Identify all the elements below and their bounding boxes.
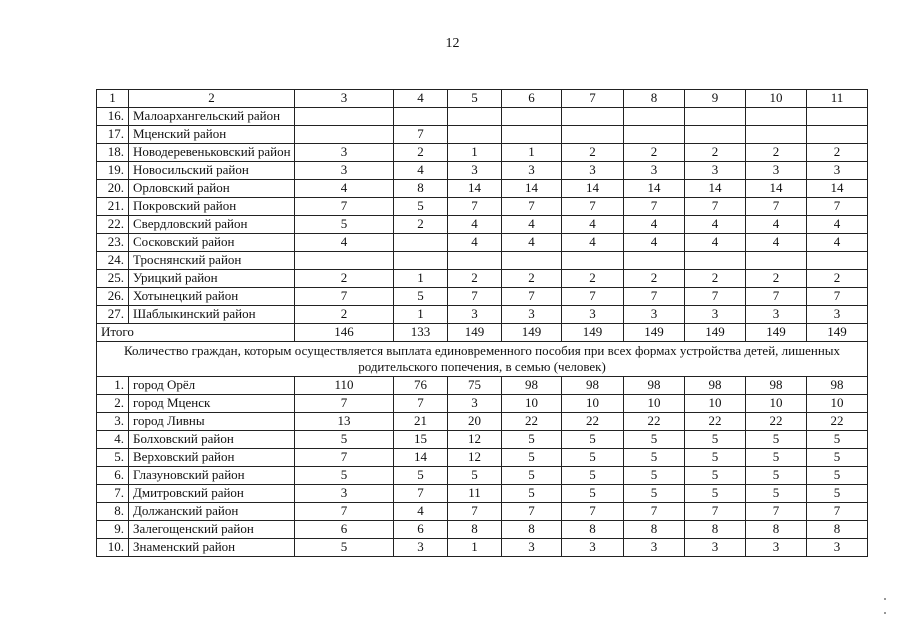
value-cell: 3 <box>746 306 807 324</box>
value-cell: 14 <box>685 180 746 198</box>
value-cell: 5 <box>807 449 868 467</box>
value-cell: 7 <box>448 503 502 521</box>
district-name: Шаблыкинский район <box>129 306 295 324</box>
value-cell: 14 <box>562 180 624 198</box>
value-cell: 6 <box>394 521 448 539</box>
value-cell: 8 <box>807 521 868 539</box>
value-cell <box>807 252 868 270</box>
value-cell: 2 <box>562 144 624 162</box>
value-cell <box>685 108 746 126</box>
value-cell: 7 <box>746 503 807 521</box>
value-cell: 5 <box>624 467 685 485</box>
value-cell <box>394 108 448 126</box>
column-header: 8 <box>624 90 685 108</box>
value-cell: 14 <box>746 180 807 198</box>
value-cell: 4 <box>502 216 562 234</box>
table-row <box>97 144 868 162</box>
value-cell: 5 <box>685 449 746 467</box>
row-number: 3. <box>97 413 129 431</box>
column-header: 2 <box>129 90 295 108</box>
district-name: Должанский район <box>129 503 295 521</box>
total-value: 149 <box>562 324 624 342</box>
value-cell: 7 <box>807 503 868 521</box>
value-cell: 21 <box>394 413 448 431</box>
value-cell: 12 <box>448 449 502 467</box>
value-cell: 1 <box>394 306 448 324</box>
table-row <box>97 180 868 198</box>
value-cell: 7 <box>562 503 624 521</box>
district-name: Болховский район <box>129 431 295 449</box>
total-value: 146 <box>295 324 394 342</box>
value-cell <box>394 252 448 270</box>
value-cell: 1 <box>502 144 562 162</box>
value-cell: 3 <box>448 306 502 324</box>
value-cell: 3 <box>295 485 394 503</box>
value-cell: 3 <box>807 539 868 557</box>
table-row <box>97 270 868 288</box>
value-cell: 7 <box>746 198 807 216</box>
value-cell: 2 <box>807 144 868 162</box>
district-name: Новодеревеньковский район <box>129 144 295 162</box>
column-header: 3 <box>295 90 394 108</box>
value-cell: 11 <box>448 485 502 503</box>
value-cell: 7 <box>295 503 394 521</box>
value-cell: 1 <box>448 144 502 162</box>
value-cell <box>448 126 502 144</box>
value-cell: 3 <box>562 306 624 324</box>
value-cell: 7 <box>502 288 562 306</box>
total-value: 133 <box>394 324 448 342</box>
section-heading: Количество граждан, которым осуществляется выплата единовременного пособия при всех формах устройства детей, лишенных родительского попечения, в семью (человек) <box>97 342 868 377</box>
value-cell: 10 <box>562 395 624 413</box>
row-number: 1. <box>97 377 129 395</box>
value-cell: 7 <box>295 395 394 413</box>
value-cell: 5 <box>624 431 685 449</box>
value-cell: 22 <box>502 413 562 431</box>
row-number: 20. <box>97 180 129 198</box>
value-cell: 4 <box>685 216 746 234</box>
table-row <box>97 198 868 216</box>
row-number: 26. <box>97 288 129 306</box>
value-cell: 98 <box>807 377 868 395</box>
district-name: Свердловский район <box>129 216 295 234</box>
value-cell: 2 <box>448 270 502 288</box>
value-cell: 2 <box>624 270 685 288</box>
value-cell: 13 <box>295 413 394 431</box>
header-row <box>97 90 868 108</box>
value-cell <box>448 108 502 126</box>
row-number: 9. <box>97 521 129 539</box>
row-number: 17. <box>97 126 129 144</box>
value-cell: 3 <box>502 306 562 324</box>
district-name: Новосильский район <box>129 162 295 180</box>
value-cell: 7 <box>685 198 746 216</box>
value-cell: 5 <box>562 485 624 503</box>
value-cell: 3 <box>685 539 746 557</box>
value-cell <box>502 108 562 126</box>
row-number: 22. <box>97 216 129 234</box>
value-cell: 10 <box>807 395 868 413</box>
value-cell: 5 <box>807 467 868 485</box>
value-cell: 5 <box>562 467 624 485</box>
value-cell <box>295 252 394 270</box>
value-cell: 5 <box>394 198 448 216</box>
district-name: Троснянский район <box>129 252 295 270</box>
value-cell: 98 <box>624 377 685 395</box>
scan-speck <box>884 612 886 614</box>
district-name: город Орёл <box>129 377 295 395</box>
value-cell: 98 <box>502 377 562 395</box>
value-cell: 7 <box>624 503 685 521</box>
value-cell: 2 <box>624 144 685 162</box>
value-cell: 8 <box>562 521 624 539</box>
value-cell: 2 <box>295 270 394 288</box>
value-cell: 5 <box>746 449 807 467</box>
value-cell <box>624 126 685 144</box>
value-cell: 14 <box>502 180 562 198</box>
value-cell: 7 <box>502 198 562 216</box>
value-cell: 3 <box>295 162 394 180</box>
value-cell: 12 <box>448 431 502 449</box>
value-cell: 7 <box>448 198 502 216</box>
value-cell: 3 <box>807 162 868 180</box>
value-cell: 7 <box>685 503 746 521</box>
value-cell: 5 <box>807 485 868 503</box>
table-row <box>97 162 868 180</box>
page-number: 12 <box>445 36 460 51</box>
value-cell <box>562 108 624 126</box>
value-cell <box>502 252 562 270</box>
value-cell: 7 <box>562 288 624 306</box>
value-cell: 22 <box>624 413 685 431</box>
value-cell: 6 <box>295 521 394 539</box>
value-cell: 4 <box>394 503 448 521</box>
value-cell: 5 <box>746 485 807 503</box>
section-heading-row <box>97 342 868 377</box>
row-number: 18. <box>97 144 129 162</box>
value-cell: 22 <box>807 413 868 431</box>
row-number: 19. <box>97 162 129 180</box>
district-name: Орловский район <box>129 180 295 198</box>
value-cell: 5 <box>502 431 562 449</box>
value-cell: 5 <box>502 485 562 503</box>
table-row <box>97 288 868 306</box>
value-cell: 5 <box>562 431 624 449</box>
value-cell: 5 <box>746 431 807 449</box>
value-cell: 22 <box>746 413 807 431</box>
row-number: 7. <box>97 485 129 503</box>
district-name: Верховский район <box>129 449 295 467</box>
value-cell: 5 <box>502 467 562 485</box>
value-cell <box>746 252 807 270</box>
row-number: 10. <box>97 539 129 557</box>
value-cell: 5 <box>295 431 394 449</box>
column-header: 9 <box>685 90 746 108</box>
value-cell <box>624 252 685 270</box>
value-cell <box>685 126 746 144</box>
value-cell: 4 <box>746 234 807 252</box>
value-cell: 4 <box>807 234 868 252</box>
value-cell: 8 <box>685 521 746 539</box>
value-cell: 3 <box>295 144 394 162</box>
value-cell: 76 <box>394 377 448 395</box>
value-cell: 3 <box>502 162 562 180</box>
table-row <box>97 431 868 449</box>
value-cell: 5 <box>624 485 685 503</box>
value-cell: 8 <box>624 521 685 539</box>
column-header: 10 <box>746 90 807 108</box>
total-value: 149 <box>502 324 562 342</box>
column-header: 4 <box>394 90 448 108</box>
column-header: 6 <box>502 90 562 108</box>
value-cell: 7 <box>295 198 394 216</box>
table-row <box>97 216 868 234</box>
value-cell: 10 <box>624 395 685 413</box>
district-name: Хотынецкий район <box>129 288 295 306</box>
value-cell: 7 <box>394 126 448 144</box>
district-name: город Ливны <box>129 413 295 431</box>
district-name: Сосковский район <box>129 234 295 252</box>
value-cell: 3 <box>807 306 868 324</box>
value-cell: 20 <box>448 413 502 431</box>
value-cell: 4 <box>295 180 394 198</box>
value-cell: 14 <box>448 180 502 198</box>
value-cell: 2 <box>746 144 807 162</box>
value-cell: 5 <box>295 216 394 234</box>
value-cell: 3 <box>685 306 746 324</box>
value-cell: 3 <box>685 162 746 180</box>
district-name: Мценский район <box>129 126 295 144</box>
value-cell: 2 <box>685 144 746 162</box>
value-cell: 4 <box>394 162 448 180</box>
value-cell <box>448 252 502 270</box>
value-cell: 7 <box>685 288 746 306</box>
row-number: 21. <box>97 198 129 216</box>
value-cell: 4 <box>448 234 502 252</box>
value-cell: 7 <box>624 198 685 216</box>
table-row <box>97 467 868 485</box>
value-cell: 4 <box>562 216 624 234</box>
value-cell: 14 <box>394 449 448 467</box>
row-number: 4. <box>97 431 129 449</box>
value-cell: 7 <box>807 198 868 216</box>
value-cell: 7 <box>502 503 562 521</box>
value-cell: 4 <box>562 234 624 252</box>
value-cell: 5 <box>685 431 746 449</box>
value-cell: 10 <box>685 395 746 413</box>
value-cell: 2 <box>746 270 807 288</box>
column-header: 7 <box>562 90 624 108</box>
value-cell <box>562 252 624 270</box>
value-cell: 5 <box>394 467 448 485</box>
total-row <box>97 324 868 342</box>
value-cell <box>562 126 624 144</box>
value-cell: 8 <box>502 521 562 539</box>
value-cell <box>295 126 394 144</box>
value-cell: 4 <box>624 216 685 234</box>
value-cell: 3 <box>746 539 807 557</box>
value-cell: 4 <box>746 216 807 234</box>
table-row <box>97 485 868 503</box>
value-cell <box>624 108 685 126</box>
value-cell: 98 <box>746 377 807 395</box>
district-name: Дмитровский район <box>129 485 295 503</box>
column-header: 1 <box>97 90 129 108</box>
value-cell: 7 <box>394 485 448 503</box>
district-name: Малоархангельский район <box>129 108 295 126</box>
value-cell: 2 <box>295 306 394 324</box>
value-cell: 5 <box>448 467 502 485</box>
table-row <box>97 126 868 144</box>
total-value: 149 <box>448 324 502 342</box>
value-cell: 4 <box>295 234 394 252</box>
value-cell: 4 <box>502 234 562 252</box>
value-cell <box>502 126 562 144</box>
value-cell: 7 <box>746 288 807 306</box>
value-cell: 3 <box>562 539 624 557</box>
total-value: 149 <box>746 324 807 342</box>
table-row <box>97 539 868 557</box>
value-cell: 1 <box>394 270 448 288</box>
value-cell <box>807 108 868 126</box>
value-cell: 7 <box>807 288 868 306</box>
row-number: 24. <box>97 252 129 270</box>
value-cell: 4 <box>448 216 502 234</box>
value-cell <box>746 108 807 126</box>
value-cell: 15 <box>394 431 448 449</box>
value-cell: 7 <box>295 288 394 306</box>
district-name: город Мценск <box>129 395 295 413</box>
value-cell: 2 <box>685 270 746 288</box>
value-cell: 5 <box>746 467 807 485</box>
value-cell: 10 <box>502 395 562 413</box>
value-cell: 3 <box>562 162 624 180</box>
table-row <box>97 503 868 521</box>
value-cell: 2 <box>394 144 448 162</box>
total-value: 149 <box>624 324 685 342</box>
value-cell: 5 <box>502 449 562 467</box>
district-name: Покровский район <box>129 198 295 216</box>
value-cell: 7 <box>624 288 685 306</box>
value-cell: 10 <box>746 395 807 413</box>
column-header: 5 <box>448 90 502 108</box>
row-number: 23. <box>97 234 129 252</box>
column-header: 11 <box>807 90 868 108</box>
value-cell: 4 <box>624 234 685 252</box>
district-name: Залегощенский район <box>129 521 295 539</box>
value-cell: 2 <box>502 270 562 288</box>
row-number: 8. <box>97 503 129 521</box>
table-row <box>97 306 868 324</box>
value-cell: 5 <box>295 467 394 485</box>
value-cell: 1 <box>448 539 502 557</box>
table-row <box>97 413 868 431</box>
data-table <box>96 89 868 557</box>
row-number: 6. <box>97 467 129 485</box>
table-row <box>97 449 868 467</box>
value-cell: 5 <box>624 449 685 467</box>
value-cell: 8 <box>448 521 502 539</box>
value-cell: 3 <box>746 162 807 180</box>
value-cell: 5 <box>685 467 746 485</box>
value-cell: 110 <box>295 377 394 395</box>
scan-speck <box>884 598 886 600</box>
value-cell: 98 <box>685 377 746 395</box>
value-cell: 5 <box>562 449 624 467</box>
value-cell: 5 <box>295 539 394 557</box>
value-cell: 3 <box>624 162 685 180</box>
district-name: Знаменский район <box>129 539 295 557</box>
row-number: 25. <box>97 270 129 288</box>
district-name: Урицкий район <box>129 270 295 288</box>
value-cell: 7 <box>394 395 448 413</box>
value-cell: 14 <box>624 180 685 198</box>
table-body <box>97 90 868 557</box>
table-row <box>97 234 868 252</box>
value-cell: 5 <box>685 485 746 503</box>
row-number: 2. <box>97 395 129 413</box>
table-row <box>97 521 868 539</box>
value-cell: 3 <box>502 539 562 557</box>
table-row <box>97 395 868 413</box>
value-cell: 14 <box>807 180 868 198</box>
value-cell <box>807 126 868 144</box>
value-cell: 4 <box>685 234 746 252</box>
total-label: Итого <box>97 324 295 342</box>
value-cell <box>295 108 394 126</box>
value-cell: 22 <box>562 413 624 431</box>
value-cell: 3 <box>448 162 502 180</box>
row-number: 27. <box>97 306 129 324</box>
value-cell: 5 <box>394 288 448 306</box>
row-number: 16. <box>97 108 129 126</box>
value-cell <box>746 126 807 144</box>
value-cell: 7 <box>562 198 624 216</box>
value-cell: 3 <box>624 539 685 557</box>
district-name: Глазуновский район <box>129 467 295 485</box>
value-cell: 3 <box>624 306 685 324</box>
table-row <box>97 108 868 126</box>
value-cell: 7 <box>295 449 394 467</box>
total-value: 149 <box>807 324 868 342</box>
value-cell: 98 <box>562 377 624 395</box>
row-number: 5. <box>97 449 129 467</box>
value-cell: 4 <box>807 216 868 234</box>
value-cell: 75 <box>448 377 502 395</box>
value-cell <box>394 234 448 252</box>
value-cell: 2 <box>807 270 868 288</box>
value-cell: 3 <box>394 539 448 557</box>
value-cell: 5 <box>807 431 868 449</box>
table-row <box>97 377 868 395</box>
table-row <box>97 252 868 270</box>
value-cell <box>685 252 746 270</box>
total-value: 149 <box>685 324 746 342</box>
value-cell: 8 <box>394 180 448 198</box>
value-cell: 2 <box>394 216 448 234</box>
value-cell: 7 <box>448 288 502 306</box>
value-cell: 2 <box>562 270 624 288</box>
value-cell: 3 <box>448 395 502 413</box>
value-cell: 22 <box>685 413 746 431</box>
value-cell: 8 <box>746 521 807 539</box>
